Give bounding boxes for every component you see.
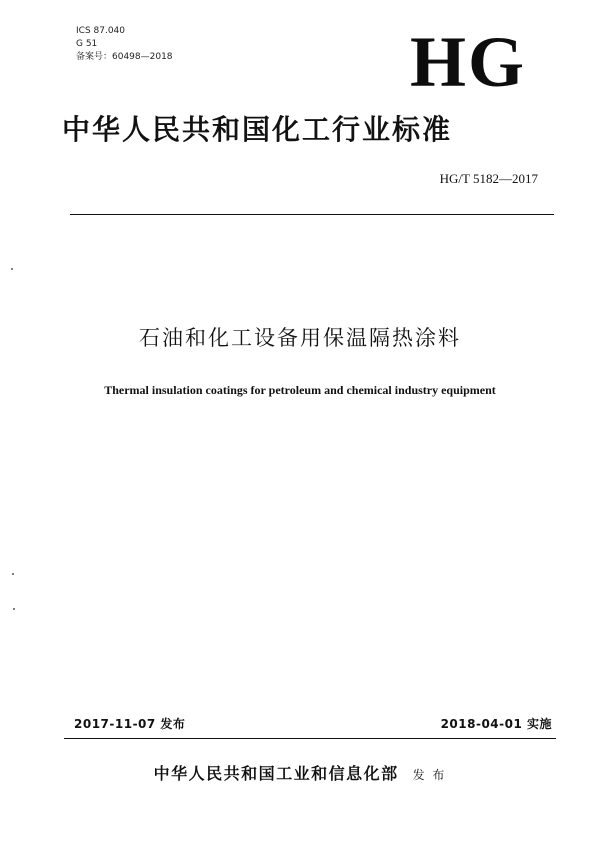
filing-number: 备案号：60498—2018	[76, 52, 173, 62]
publisher-action: 发 布	[412, 768, 447, 782]
standard-category-title: 中华人民共和国化工行业标准	[62, 113, 453, 146]
standard-number: HG/T 5182—2017	[439, 171, 538, 186]
issue-date: 2017-11-07 发布	[74, 717, 186, 731]
scan-speck	[13, 608, 15, 610]
hg-logo: HG	[410, 22, 527, 102]
implementation-date: 2018-04-01 实施	[440, 717, 552, 731]
publisher-line	[0, 764, 600, 785]
bottom-divider	[64, 738, 556, 739]
publisher-name: 中华人民共和国工业和信息化部	[153, 764, 399, 783]
scan-speck	[11, 268, 13, 270]
top-divider	[70, 214, 554, 215]
scan-speck	[12, 573, 14, 575]
ccs-code: G 51	[76, 39, 98, 49]
document-title-chinese: 石油和化工设备用保温隔热涂料	[139, 326, 461, 350]
ics-code: ICS 87.040	[76, 26, 126, 36]
document-title-english: Thermal insulation coatings for petroleum and chemical industry equipment	[104, 383, 496, 397]
